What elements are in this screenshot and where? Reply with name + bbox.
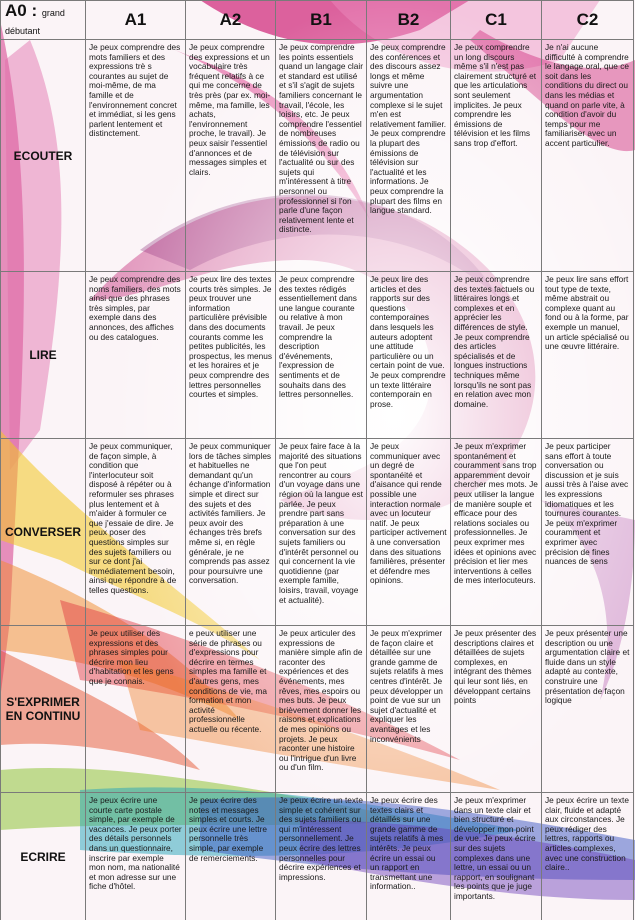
level-header-a1: A1 [86, 1, 186, 40]
level-header-b1: B1 [276, 1, 367, 40]
cell-ecrire-c1: Je peux m'exprimer dans un texte clair et bien structuré et développer mon point de vue. Je peux écrire sur des sujets complexes dans une lettre, un essai ou un rapport, en soulignant les points que je juge importants. [451, 793, 542, 920]
header-row [1, 1, 634, 40]
corner-header [1, 1, 86, 40]
corner-sublabel: grand débutant [5, 8, 65, 36]
row-lire [1, 272, 634, 439]
cell-lire-c2: Je peux lire sans effort tout type de texte, même abstrait ou complexe quant au fond ou à la forme, par exemple un manuel, un article spécialisé ou une œuvre littéraire. [542, 272, 634, 439]
cell-exprimer-b2: Je peux m'exprimer de façon claire et détaillée sur une grande gamme de sujets relatifs à mes centres d'intérêt. Je peux développer un point de vue sur un sujet d'actualité et expliquer les avantages et les inconvénients [367, 626, 451, 793]
cell-ecouter-b1: Je peux comprendre les points essentiels quand un langage clair et standard est utilisé et s'il s'agit de sujets familiers concernant le travail, l'école, les loisirs, etc. Je peux comprendre l'essentiel de nombreuses émissions de radio ou de télévision sur l'actualité ou sur des sujets qui m'intéressent à titre personnel ou professionnel si l'on parle d'une façon relativement lente et distincte. [276, 40, 367, 272]
level-header-c1: C1 [451, 1, 542, 40]
row-exprimer [1, 626, 634, 793]
skill-ecouter: ECOUTER [1, 40, 86, 272]
cell-ecouter-a1: Je peux comprendre des mots familiers et des expressions trè s courantes au sujet de moi-même, de ma famille et de l'environnement concret et immédiat, si les gens parlent lentement et distinctement. [86, 40, 186, 272]
cell-ecrire-c2: Je peux écrire un texte clair, fluide et adapté aux circonstances. Je peux rédiger des lettres, rapports ou articles complexes, avec une construction claire.. [542, 793, 634, 920]
skill-lire: LIRE [1, 272, 86, 439]
level-header-a2: A2 [186, 1, 276, 40]
corner-label: A0 : [5, 1, 38, 20]
cell-converser-c1: Je peux m'exprimer spontanément et couramment sans trop apparemment devoir chercher mes mots. Je peux utiliser la langue de manière souple et efficace pour des relations sociales ou professionnelles. Je peux exprimer mes idées et opinions avec précision et lier mes interventions à celles de mes interlocuteurs. [451, 439, 542, 626]
cell-ecouter-a2: Je peux comprendre des expressions et un vocabulaire très fréquent relatifs à ce qui me concerne de très près (par ex. moi-même, ma famille, les achats, l'environnement proche, le travail). Je peux saisir l'essentiel d'annonces et de messages simples et clairs. [186, 40, 276, 272]
row-converser [1, 439, 634, 626]
cell-exprimer-c1: Je peux présenter des descriptions claires et détaillées de sujets complexes, en intégrant des thèmes qui leur sont liés, en développant certains points [451, 626, 542, 793]
cell-ecouter-c1: Je peux comprendre un long discours même s'il n'est pas clairement structuré et que les articulations sont seulement implicites. Je peux comprendre les émissions de télévision et les films sans trop d'effort. [451, 40, 542, 272]
skill-exprimer-line2: EN CONTINU [5, 709, 81, 723]
cell-ecouter-b2: Je peux comprendre des conférences et des discours assez longs et même suivre une argumentation complexe si le sujet m'en est relativement familier. Je peux comprendre la plupart des émissions de télévision sur l'actualité et les informations. Je peux comprendre la plupart des films en langue standard. [367, 40, 451, 272]
cell-lire-c1: Je peux comprendre des textes factuels ou littéraires longs et complexes et en apprécier les différences de style. Je peux comprendre des articles spécialisés et de longues instructions techniques même lorsqu'ils ne sont pas en relation avec mon domaine. [451, 272, 542, 439]
cell-lire-a2: Je peux lire des textes courts très simples. Je peux trouver une information particulière prévisible dans des documents courants comme les petites publicités, les prospectus, les menus et les horaires et je peux comprendre des lettres personnelles courtes et simples. [186, 272, 276, 439]
cell-converser-b2: Je peux communiquer avec un degré de spontanéité et d'aisance qui rende possible une interaction normale avec un locuteur natif. Je peux participer activement à une conversation dans des situations familières, présenter et défendre mes opinions. [367, 439, 451, 626]
cell-converser-c2: Je peux participer sans effort à toute conversation ou discussion et je suis aussi très à l'aise avec les expressions idiomatiques et les tournures courantes. Je peux m'exprimer couramment et exprimer avec précision de fines nuances de sens [542, 439, 634, 626]
cell-ecrire-b1: Je peux écrire un texte simple et cohérent sur des sujets familiers ou qui m'intéressent personnellement. Je peux écrire des lettres personnelles pour décrire expériences et impressions. [276, 793, 367, 920]
cell-ecrire-a2: Je peux écrire des notes et messages simples et courts. Je peux écrire une lettre personnelle très simple, par exemple de remerciements. [186, 793, 276, 920]
cell-converser-a1: Je peux communiquer, de façon simple, à condition que l'interlocuteur soit disposé à répéter ou à reformuler ses phrases plus lentement et à m'aider à formuler ce que j'essaie de dire. Je peux poser des questions simples sur des sujets familiers ou sur ce dont j'ai immédiatement besoin, ainsi que répondre à de telles questions. [86, 439, 186, 626]
cell-converser-a2: Je peux communiquer lors de tâches simples et habituelles ne demandant qu'un échange d'information simple et direct sur des sujets et des activités familiers. Je peux avoir des échanges très brefs même si, en règle générale, je ne comprends pas assez pour poursuivre une conversation. [186, 439, 276, 626]
cell-lire-b2: Je peux lire des articles et des rapports sur des questions contemporaines dans lesquels les auteurs adoptent une attitude particulière ou un certain point de vue. Je peux comprendre un texte littéraire contemporain en prose. [367, 272, 451, 439]
skill-ecrire: ECRIRE [1, 793, 86, 920]
skill-converser: CONVERSER [1, 439, 86, 626]
level-header-c2: C2 [542, 1, 634, 40]
row-ecrire [1, 793, 634, 920]
row-ecouter [1, 40, 634, 272]
cell-exprimer-c2: Je peux présenter une description ou une argumentation claire et fluide dans un style adapté au contexte, construire une présentation de façon logique [542, 626, 634, 793]
cell-ecrire-b2: Je peux écrire des textes clairs et détaillés sur une grande gamme de sujets relatifs à mes intérêts. Je peux écrire un essai ou un rapport en transmettant une information.. [367, 793, 451, 920]
cell-lire-b1: Je peux comprendre des textes rédigés essentiellement dans une langue courante ou relative à mon travail. Je peux comprendre la description d'événements, l'expression de sentiments et de souhaits dans des lettres personnelles. [276, 272, 367, 439]
skill-exprimer [1, 626, 86, 793]
cell-converser-b1: Je peux faire face à la majorité des situations que l'on peut rencontrer au cours d'un voyage dans une région où la langue est parlée. Je peux prendre part sans préparation à une conversation sur des sujets familiers ou d'intérêt personnel ou qui concernent la vie quotidienne (par exemple famille, loisirs, travail, voyage et actualité). [276, 439, 367, 626]
cell-ecrire-a1: Je peux écrire une courte carte postale simple, par exemple de vacances. Je peux porter des détails personnels dans un questionnaire, inscrire par exemple mon nom, ma nationalité et mon adresse sur une fiche d'hôtel. [86, 793, 186, 920]
cell-exprimer-a1: Je peux utiliser des expressions et des phrases simples pour décrire mon lieu d'habitation et les gens que je connais. [86, 626, 186, 793]
level-header-b2: B2 [367, 1, 451, 40]
cell-exprimer-a2: e peux utiliser une série de phrases ou d'expressions pour décrire en termes simples ma famille et d'autres gens, mes conditions de vie, ma formation et mon activité professionnelle actuelle ou récente. [186, 626, 276, 793]
skill-exprimer-line1: S'EXPRIMER [6, 695, 80, 709]
cell-ecouter-c2: Je n'ai aucune difficulté à comprendre le langage oral, que ce soit dans les conditions du direct ou dans les médias et quand on parle vite, à condition d'avoir du temps pour me familiariser avec un accent particulier. [542, 40, 634, 272]
cell-lire-a1: Je peux comprendre des noms familiers, des mots ainsi que des phrases très simples, par exemple dans des annonces, des affiches ou des catalogues. [86, 272, 186, 439]
cell-exprimer-b1: Je peux articuler des expressions de manière simple afin de raconter des expériences et des événements, mes rêves, mes espoirs ou mes buts. Je peux brièvement donner les raisons et explications de mes opinions ou projets. Je peux raconter une histoire ou l'intrigue d'un livre ou d'un film. [276, 626, 367, 793]
